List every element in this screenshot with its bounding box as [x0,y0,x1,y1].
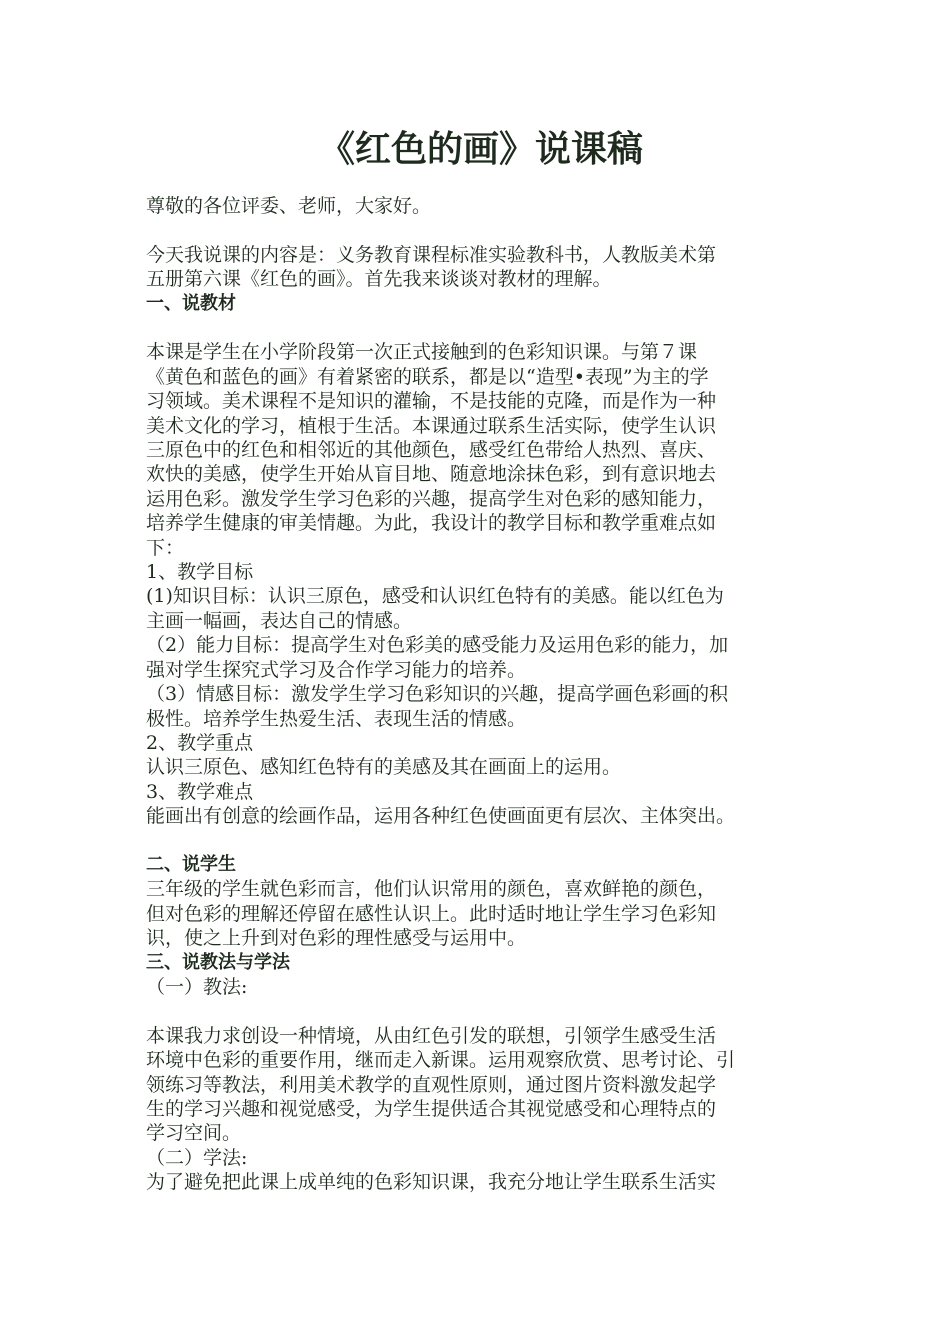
blank-line [146,316,816,340]
text-line: 环境中色彩的重要作用，继而走入新课。运用观察欣赏、思考讨论、引 [146,1049,736,1072]
text-line: （2）能力目标：提高学生对色彩美的感受能力及运用色彩的能力，加 [146,634,729,657]
text-line: 本课是学生在小学阶段第一次正式接触到的色彩知识课。与第７课 [146,341,698,364]
text-line: 运用色彩。激发学生学习色彩的兴趣，提高学生对色彩的感知能力， [146,487,717,510]
document-body [146,194,816,1195]
section-heading: 二、说学生 [146,853,236,875]
text-line: 识，使之上升到对色彩的理性感受与运用中。 [146,927,527,950]
text-line: 1、教学目标 [146,561,254,584]
blank-line [146,829,816,853]
text-line: 能画出有创意的绘画作品，运用各种红色使画面更有层次、主体突出。 [146,805,736,828]
text-line: （二）学法: [146,1146,248,1169]
text-line: （3）情感目标：激发学生学习色彩知识的兴趣，提高学画色彩画的积 [146,683,729,706]
text-line: 三年级的学生就色彩而言，他们认识常用的颜色，喜欢鲜艳的颜色， [146,878,717,901]
text-line: 2、教学重点 [146,731,254,754]
text-line: 美术文化的学习，植根于生活。本课通过联系生活实际，使学生认识 [146,414,717,437]
text-line: 下： [146,536,185,559]
document-title: 《红色的画》说课稿 [318,129,643,170]
document-page [146,124,816,1195]
text-line: （一）教法: [146,975,248,998]
text-line: 五册第六课《红色的画》。首先我来谈谈对教材的理解。 [146,268,612,291]
blank-line [146,218,816,242]
text-line: 欢快的美感，使学生开始从盲目地、随意地涂抹色彩，到有意识地去 [146,463,717,486]
text-line: 三原色中的红色和相邻近的其他颜色，感受红色带给人热烈、喜庆、 [146,439,717,462]
text-line: 极性。培养学生热爱生活、表现生活的情感。 [146,707,527,730]
section-heading: 三、说教法与学法 [146,951,290,973]
text-line: 认识三原色、感知红色特有的美感及其在画面上的运用。 [146,756,622,779]
text-line: 生的学习兴趣和视觉感受，为学生提供适合其视觉感受和心理特点的 [146,1097,717,1120]
text-line: 主画一幅画，表达自己的情感。 [146,609,413,632]
text-line: (1)知识目标：认识三原色，感受和认识红色特有的美感。能以红色为 [146,585,724,608]
text-line: 强对学生探究式学习及合作学习能力的培养。 [146,658,527,681]
text-line: 为了避免把此课上成单纯的色彩知识课，我充分地让学生联系生活实 [146,1171,717,1194]
section-heading: 一、说教材 [146,292,236,314]
blank-line [146,999,816,1023]
text-line: 习领域。美术课程不是知识的灌输，不是技能的克隆，而是作为一种 [146,390,717,413]
text-line: 但对色彩的理解还停留在感性认识上。此时适时地让学生学习色彩知 [146,902,717,925]
text-line: 尊敬的各位评委、老师，大家好。 [146,195,432,217]
text-line: 3、教学难点 [146,780,254,803]
text-line: 本课我力求创设一种情境，从由红色引发的联想，引领学生感受生活 [146,1024,717,1047]
text-line: 学习空间。 [146,1122,242,1145]
text-line: 今天我说课的内容是：义务教育课程标准实验教科书，人教版美术第 [146,243,717,266]
text-line: 培养学生健康的审美情趣。为此，我设计的教学目标和教学重难点如 [146,512,717,535]
text-line: 《黄色和蓝色的画》有着紧密的联系，都是以“造型•表现”为主的学 [146,365,709,388]
text-line: 领练习等教法，利用美术教学的直观性原则，通过图片资料激发起学 [146,1073,717,1096]
